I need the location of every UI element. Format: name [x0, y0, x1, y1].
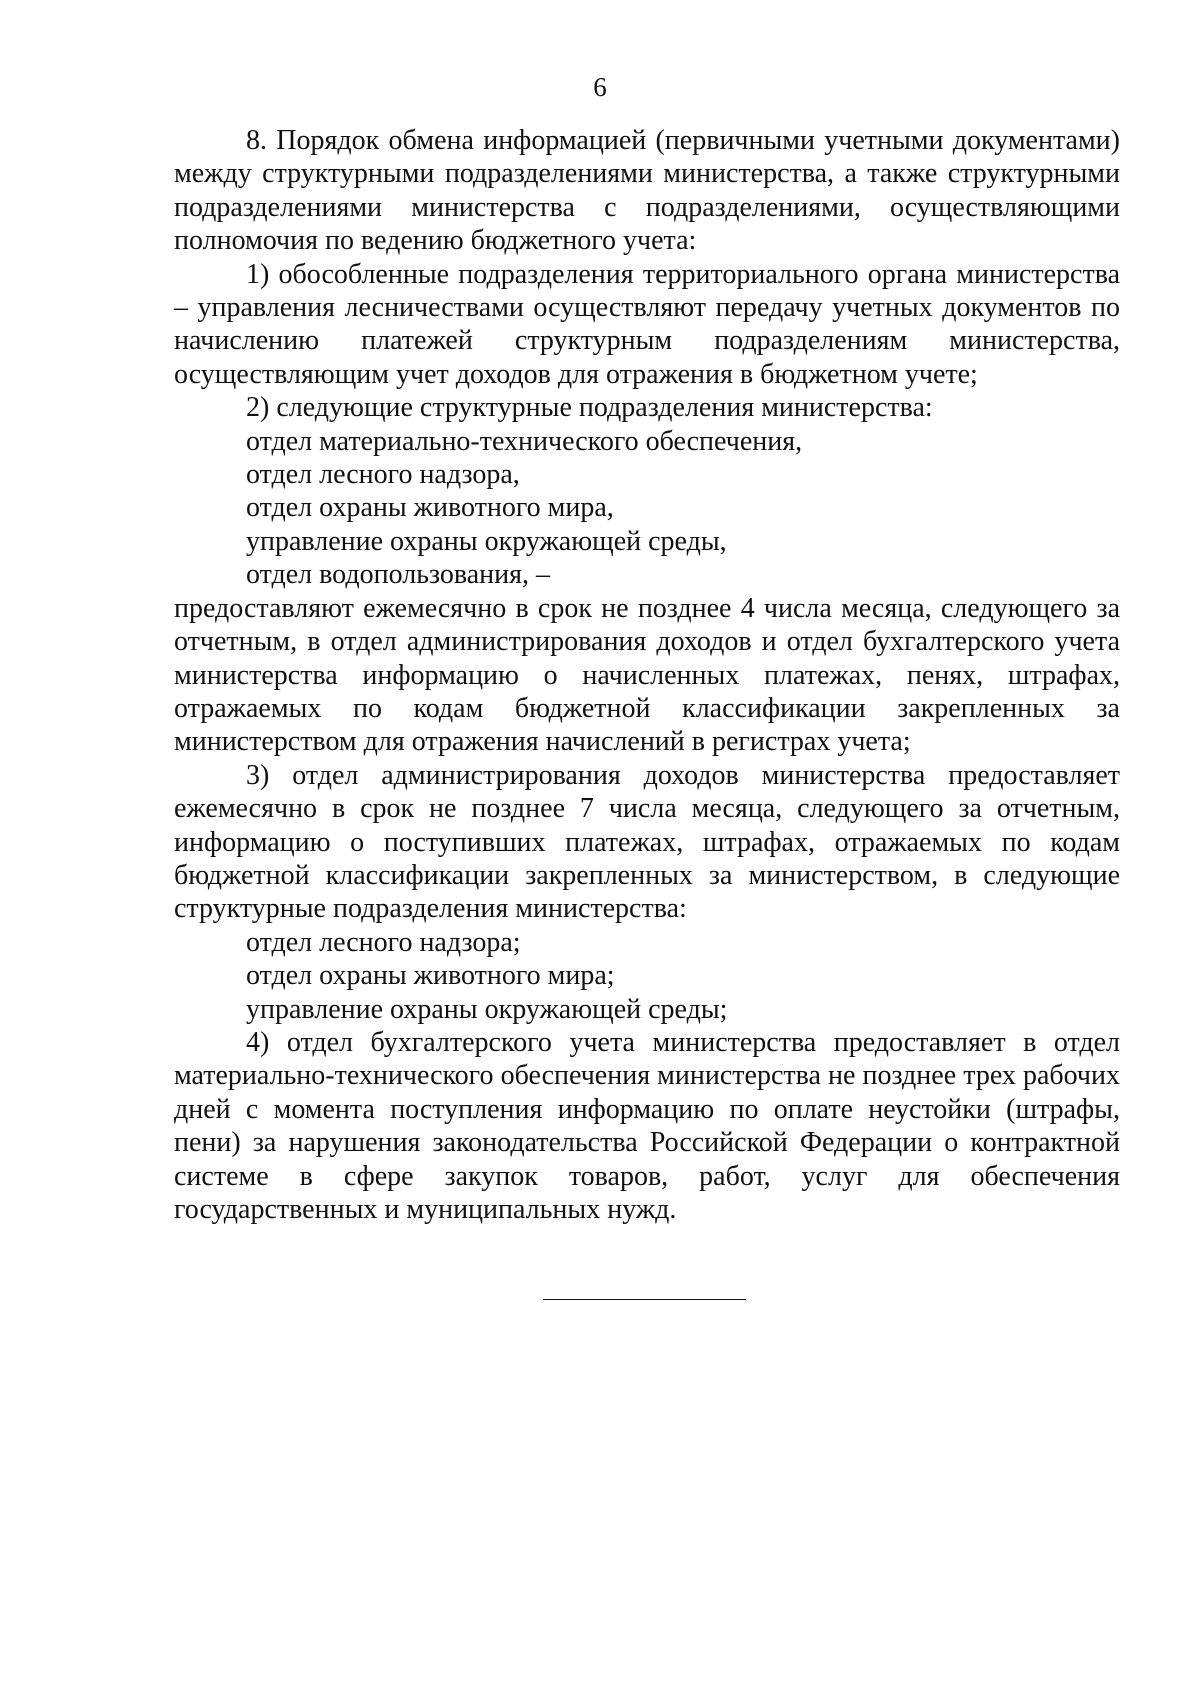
item-2-continuation: предоставляют ежемесячно в срок не позднее 4 числа месяца, следующего за отчетным, в отдел администрирования доходов и отдел бухгалтерского учета министерства информацию о начисленных платежах, пенях, штрафах, отражаемых по кодам бюджетной классификации закрепленных за министерством для отражения начислений в регистрах учета;	[174, 592, 1120, 758]
item-2-list-entry: управление охраны окружающей среды,	[246, 525, 727, 557]
page-number: 6	[593, 72, 607, 102]
item-2-intro: 2) следующие структурные подразделения министерства:	[246, 392, 933, 424]
document-body	[174, 124, 1120, 1226]
item-1-paragraph: 1) обособленные подразделения территориального органа министерства – управления лесничествами осуществляют передачу учетных документов по начислению платежей структурным подразделениям министерства, осуществляющим учет доходов для отражения в бюджетном учете;	[174, 258, 1120, 390]
item-2-list-entry: отдел лесного надзора,	[246, 459, 520, 491]
section-8-intro: 8. Порядок обмена информацией (первичными учетными документами) между структурными подразделениями министерства, а также структурными подразделениями министерства с подразделениями, осуществляющими полномочия по ведению бюджетного учета:	[174, 125, 1120, 257]
item-4-paragraph: 4) отдел бухгалтерского учета министерства предоставляет в отдел материально-технического обеспечения министерства не позднее трех рабочих дней с момента поступления информацию по оплате неустойки (штрафы, пени) за нарушения законодательства Российской Федерации о контрактной системе в сфере закупок товаров, работ, услуг для обеспечения государственных и муниципальных нужд.	[174, 1026, 1120, 1225]
item-3-list-entry: отдел охраны животного мира;	[246, 960, 615, 992]
item-3-paragraph: 3) отдел администрирования доходов министерства предоставляет ежемесячно в срок не позднее 7 числа месяца, следующего за отчетным, информацию о поступивших платежах, штрафах, отражаемых по кодам бюджетной классификации закрепленных за министерством, в следующие структурные подразделения министерства:	[174, 759, 1120, 925]
item-2-list-entry: отдел охраны животного мира,	[246, 492, 614, 524]
item-3-list-entry: управление охраны окружающей среды;	[246, 993, 728, 1025]
end-of-text-rule	[543, 1299, 746, 1300]
item-2-list-entry: отдел материально-технического обеспечения,	[246, 425, 803, 457]
item-2-list-entry: отдел водопользования, –	[246, 559, 550, 591]
item-3-list-entry: отдел лесного надзора;	[246, 926, 521, 958]
